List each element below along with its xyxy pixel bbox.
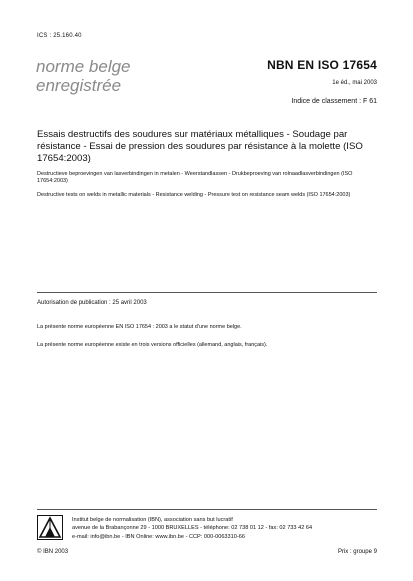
publication-authorization: Autorisation de publication : 25 avril 2003 — [37, 300, 147, 306]
institute-contact: e-mail: info@ibn.be - IBN Online: www.ibn.be - CCP: 000-0063310-66 — [72, 533, 245, 540]
divider-top — [37, 292, 377, 293]
ics-code: ICS : 25.160.40 — [37, 33, 82, 39]
institute-address: avenue de la Brabançonne 29 - 1000 BRUXELLES - téléphone: 02 738 01 12 - fax: 02 733 42 64 — [72, 525, 313, 532]
brand-line-2: enregistrée — [36, 76, 122, 95]
ibn-logo-icon — [37, 515, 63, 540]
title-english: Destructive tests on welds in metallic materials - Resistance welding - Pressure test on resistance seam welds (ISO 17654:2003) — [37, 192, 351, 198]
standard-number: NBN EN ISO 17654 — [267, 58, 377, 72]
divider-bottom — [37, 509, 377, 510]
title-french: Essais destructifs des soudures sur matériaux métalliques - Soudage par résistance - Essai de pression des soudures par résistance à la molette (ISO 17654:2003) — [37, 129, 363, 164]
brand-mark — [36, 57, 131, 95]
title-dutch: Destructieve beproevingen van lasverbindingen in metalen - Weerstandlassen - Drukbeproeving van rolnaadlasverbindingen (ISO 17654:2003) — [37, 171, 353, 184]
status-statement: La présente norme européenne EN ISO 17654 : 2003 a le statut d'une norme belge. — [37, 324, 242, 330]
copyright: © IBN 2003 — [37, 549, 69, 555]
versions-statement: La présente norme européenne existe en trois versions officielles (allemand, anglais, français). — [37, 342, 268, 348]
institute-name: Institut belge de normalisation (IBN), association sans but lucratif — [72, 517, 233, 523]
brand-line-1: norme belge — [36, 57, 131, 76]
price-group: Prix : groupe 9 — [337, 549, 377, 555]
institute-info — [72, 516, 312, 541]
classification-index: Indice de classement : F 61 — [291, 98, 377, 105]
edition-info: 1e éd., mai 2003 — [332, 80, 377, 86]
